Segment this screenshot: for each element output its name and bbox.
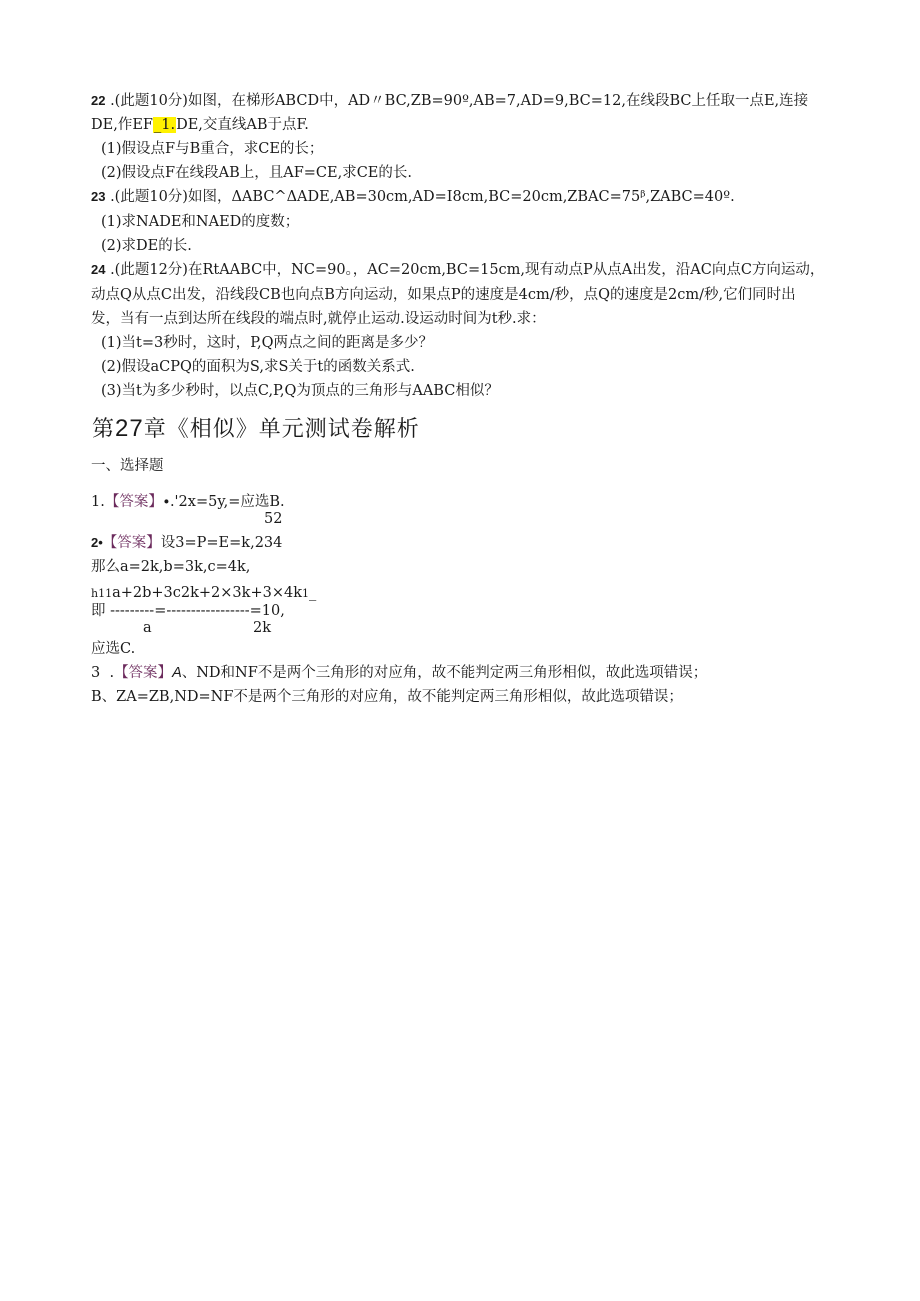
q23-line1 (91, 186, 735, 208)
answer-2 (91, 532, 282, 554)
answer-2-text: 设3=P=E=k,234 (160, 535, 283, 551)
answer-2-line3-sub: 1 (301, 587, 309, 600)
heading-post: 章《相似》单元测试卷解析 (143, 417, 420, 442)
q24-text: .(此题12分)在RtAABC中，NC=90。，AC=20cm,BC=15cm,现有动点P从点A出发，沿AC向点C方向运动， (110, 262, 825, 278)
chapter-heading (92, 413, 420, 446)
q24-sub1: (1)当t=3秒时，这时，P,Q两点之间的距离是多少？ (101, 335, 434, 351)
q24-line3: 发，当有一点到达所在线段的端点时,就停止运动.设运动时间为t秒.求： (91, 311, 546, 327)
answer-3-line2: B、ZA=ZB,ND=NF不是两个三角形的对应角，故不能判定两三角形相似，故此选项错误； (91, 689, 683, 705)
q23-sub2: (2)求DE的长. (101, 238, 192, 254)
answer-3-number: 3 (91, 665, 101, 681)
answer-3-line1: 、ND和NF不是两个三角形的对应角，故不能判定两三角形相似，故此选项错误； (181, 665, 708, 681)
q22-line1 (91, 90, 808, 112)
answer-tag: 【答案】 (102, 535, 161, 551)
q24-line2: 动点Q从点C出发，沿线段CB也向点B方向运动，如果点P的速度是4cm∕秒，点Q的速度是2cm∕秒,它们同时出 (91, 287, 796, 303)
q24-number: 24 (91, 262, 106, 277)
answer-2-denominator-2k: 2k (253, 620, 272, 636)
answer-1-number: 1. (91, 494, 105, 510)
answer-2-line5: 应选C. (91, 641, 136, 657)
answer-2-line3-end: _ (308, 585, 317, 601)
q22-line2-post: DE,交直线AB于点F. (176, 117, 309, 133)
q22-sub1: (1)假设点F与B重合，求CE的长； (101, 141, 324, 157)
answer-2-line2: 那么a=2k,b=3k,c=4k, (91, 559, 251, 575)
q23-sub1: (1)求NADE和NAED的度数； (101, 214, 300, 230)
answer-3: 3 .【答案】A、ND和NF不是两个三角形的对应角，故不能判定两三角形相似，故此选项错误； (91, 665, 708, 681)
highlighted-text: _1. (153, 117, 176, 133)
section-title: 一、选择题 (91, 458, 164, 474)
q24-line1 (91, 259, 824, 281)
q23-number: 23 (91, 189, 106, 204)
q22-text: .(此题10分)如图，在梯形ABCD中，AD〃BC,ZB=90º,AB=7,AD=9,BC=12,在线段BC上任取一点E,连接 (110, 93, 809, 109)
answer-1 (91, 491, 285, 513)
q24-sub2: (2)假设aCPQ的面积为S,求S关于t的函数关系式. (101, 359, 415, 375)
q22-line2-pre: DE,作EF (91, 117, 153, 133)
answer-tag: 【答案】 (114, 665, 173, 681)
answer-2-line3-small: h11 (91, 587, 113, 600)
answer-1-sub: 52 (264, 511, 283, 527)
q22-sub2: (2)假设点F在线段AB上，且AF=CE,求CE的长. (101, 165, 412, 181)
answer-tag: 【答案】 (104, 494, 163, 510)
answer-2-line4: 即 ---------=-----------------=10, (91, 603, 285, 619)
answer-2-line3-text: a+2b+3c2k+2×3k+3×4k (112, 585, 302, 601)
answer-2-denominator-a: a (143, 620, 152, 636)
heading-number: 27 (115, 415, 144, 442)
answer-2-number: 2• (91, 535, 103, 550)
answer-3-option-a: A (172, 665, 182, 681)
answer-1-text: ∙.'2x=5y,=应选B. (162, 494, 285, 510)
heading-pre: 第 (92, 417, 116, 442)
q23-text: .(此题10分)如图，ΔABC^ΔADE,AB=30cm,AD=I8cm,BC=20cm,ZBAC=75ᵝ,ZABC=40º. (110, 189, 735, 205)
q22-number: 22 (91, 93, 106, 108)
q24-sub3: (3)当t为多少秒时，以点C,P,Q为顶点的三角形与AABC相似？ (101, 383, 499, 399)
q22-line2 (91, 114, 309, 136)
